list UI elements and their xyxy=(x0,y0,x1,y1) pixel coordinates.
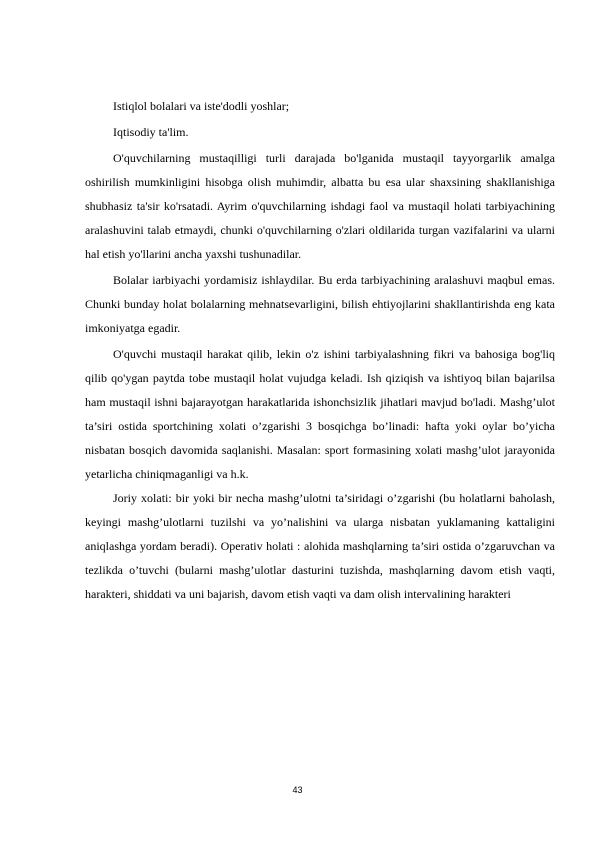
paragraph-independence: O'quvchilarning mustaqilligi turli darajada bo'lganida mustaqil tayyorgarlik amalga oshirilish mumkinligini hisobga olish muhimdir, albatta bu esa ular shaxsining shakllanishiga shubhasiz ta'sir ko'rsatadi. Ayrim o'quvchilarning ishdagi faol va mustaqil holati tarbiyachining aralashuvini talab etmaydi, chunki o'quvchilarning o'zlari oldilarida turgan vazifalarini va ularni hal etish yo'llarini ancha yaxshi tushunadilar. xyxy=(85,151,555,261)
paragraph-current-state: Joriy xolati: bir yoki bir necha mashg’ulotni ta’siridagi o’zgarishi (bu holatlarni baholash, keyingi mashg’ulotlarni tuzilshi va yo’nalishini va ularga nisbatan yuklamaning kattaligini aniqlashga yordam beradi). Operativ holati : alohida mashqlarning ta’siri ostida o’zgaruvchan va tezlikda o’tuvchi (bularni mashg’ulotlar dasturini tuzishda, mashqlarning davom etish vaqti, harakteri, shiddati va uni bajarish, davom etish vaqti va dam olish intervalining harakteri xyxy=(85,491,555,601)
list-item-gifted-youth: Istiqlol bolalari va iste'dodli yoshlar; xyxy=(113,99,290,113)
list-item-economic-education: Iqtisodiy ta'lim. xyxy=(113,125,189,139)
page-number: 43 xyxy=(292,785,303,795)
paragraph-without-teacher: Bolalar iarbiyachi yordamisiz ishlaydilar. Bu erda tarbiyachining aralashuvi maqbul emas. Chunki bunday holat bolalarning mehnatsevarligini, bilish ehtiyojlarini shakllantirishda eng kata imkoniyatga egadir. xyxy=(85,273,555,335)
page-body xyxy=(85,94,555,606)
paragraph-dependent-independence: O'quvchi mustaqil harakat qilib, lekin o'z ishini tarbiyalashning fikri va bahosiga bog'liq qilib qo'ygan paytda tobe mustaqil holat vujudga keladi. Ish qiziqish va ishtiyoq bilan bajarilsa ham mustaqil ishni bajarayotgan harakatlarida ishonchsizlik jihatlari mavjud bo'ladi. Mashg’ulot ta’siri ostida sportchining xolati o’zgarishi 3 bosqichga bo’linadi: hafta yoki oylar bo’yicha nisbatan bosqich davomida saqlanishi. Masalan: sport formasining xolati mashg’ulot jarayonida yetarlicha chiniqmaganligi va h.k. xyxy=(85,347,555,481)
